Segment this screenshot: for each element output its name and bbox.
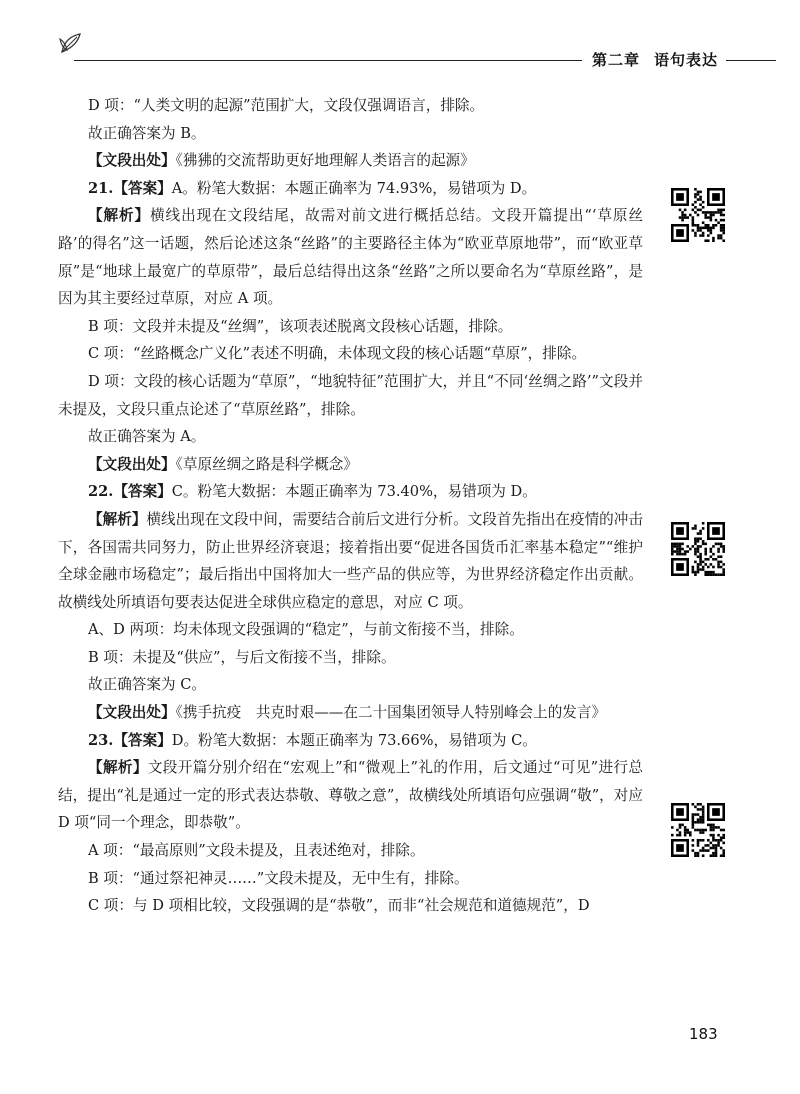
header-rule-right — [726, 60, 776, 61]
source-line: 【文段出处】《草原丝绸之路是科学概念》 — [88, 455, 358, 473]
analysis-paragraph: 【解析】文段开篇分别介绍在“宏观上”和“微观上”礼的作用，后文通过“可见”进行总结，提出“礼是通过一定的形式表达恭敬、尊敬之意”，故横线处所填语句应强调“敬”，对应 D 项“同一个理念，即恭敬”。 — [58, 759, 643, 832]
paragraph: C 项：“丝路概念广义化”表述不明确，未体现文段的核心话题“草原”，排除。 — [88, 345, 587, 363]
page-number: 183 — [689, 1025, 718, 1043]
paragraph: D 项：“人类文明的起源”范围扩大，文段仅强调语言，排除。 — [88, 97, 485, 114]
answer-explanations — [58, 92, 643, 920]
paragraph: 故正确答案为 B。 — [88, 124, 206, 142]
page-header — [0, 0, 800, 80]
header-rule — [74, 60, 582, 61]
source-line: 【文段出处】《狒狒的交流帮助更好地理解人类语言的起源》 — [88, 152, 475, 170]
answer-line: 22.【答案】C。粉笔大数据：本题正确率为 73.40%，易错项为 D。 — [88, 483, 537, 501]
paragraph: A、D 两项：均未体现文段强调的“稳定”，与前文衔接不当，排除。 — [88, 621, 524, 639]
chapter-section: 语句表达 — [654, 51, 719, 69]
chapter-number: 第二章 — [592, 51, 641, 69]
answer-line: 23.【答案】D。粉笔大数据：本题正确率为 73.66%，易错项为 C。 — [88, 731, 537, 749]
paragraph: A 项：“最高原则”文段未提及，且表述绝对，排除。 — [88, 842, 425, 860]
qr-code-icon[interactable] — [671, 522, 725, 576]
answer-line: 21.【答案】A。粉笔大数据：本题正确率为 74.93%，易错项为 D。 — [88, 179, 537, 197]
leaf-icon — [58, 28, 88, 58]
chapter-title — [592, 49, 718, 70]
paragraph: 故正确答案为 C。 — [88, 676, 206, 694]
paragraph: C 项：与 D 项相比较，文段强调的是“恭敬”，而非“社会规范和道德规范”，D — [88, 897, 590, 915]
qr-code-icon[interactable] — [671, 188, 725, 242]
analysis-paragraph: 【解析】横线出现在文段中间，需要结合前后文进行分析。文段首先指出在疫情的冲击下，各国需共同努力，防止世界经济衰退；接着指出要“促进各国货币汇率基本稳定”“维护全球金融市场稳定”；最后指出中国将加大一些产品的供应等，为世界经济稳定作出贡献。故横线处所填语句要表达促进全球供应稳定的意思，对应 C 项。 — [58, 510, 643, 611]
paragraph: B 项：文段并未提及“丝绸”，该项表述脱离文段核心话题，排除。 — [88, 317, 513, 335]
paragraph: 故正确答案为 A。 — [88, 428, 206, 446]
source-line: 【文段出处】《携手抗疫 共克时艰——在二十国集团领导人特别峰会上的发言》 — [88, 704, 607, 722]
analysis-paragraph: 【解析】横线出现在文段结尾，故需对前文进行概括总结。文段开篇提出“‘草原丝路’的得名”这一话题，然后论述这条“丝路”的主要路径主体为“欧亚草原地带”，而“欧亚草原”是“地球上最宽广的草原带”，最后总结得出这条“丝路”之所以要命名为“草原丝路”，是因为其主要经过草原，对应 A 项。 — [58, 207, 643, 308]
qr-code-icon[interactable] — [671, 803, 725, 857]
paragraph: D 项：文段的核心话题为“草原”，“地貌特征”范围扩大，并且“不同‘丝绸之路’”文段并未提及，文段只重点论述了“草原丝路”，排除。 — [58, 372, 643, 418]
paragraph: B 项：“通过祭祀神灵……”文段未提及，无中生有，排除。 — [88, 869, 469, 887]
paragraph: B 项：未提及“供应”，与后文衔接不当，排除。 — [88, 648, 396, 666]
